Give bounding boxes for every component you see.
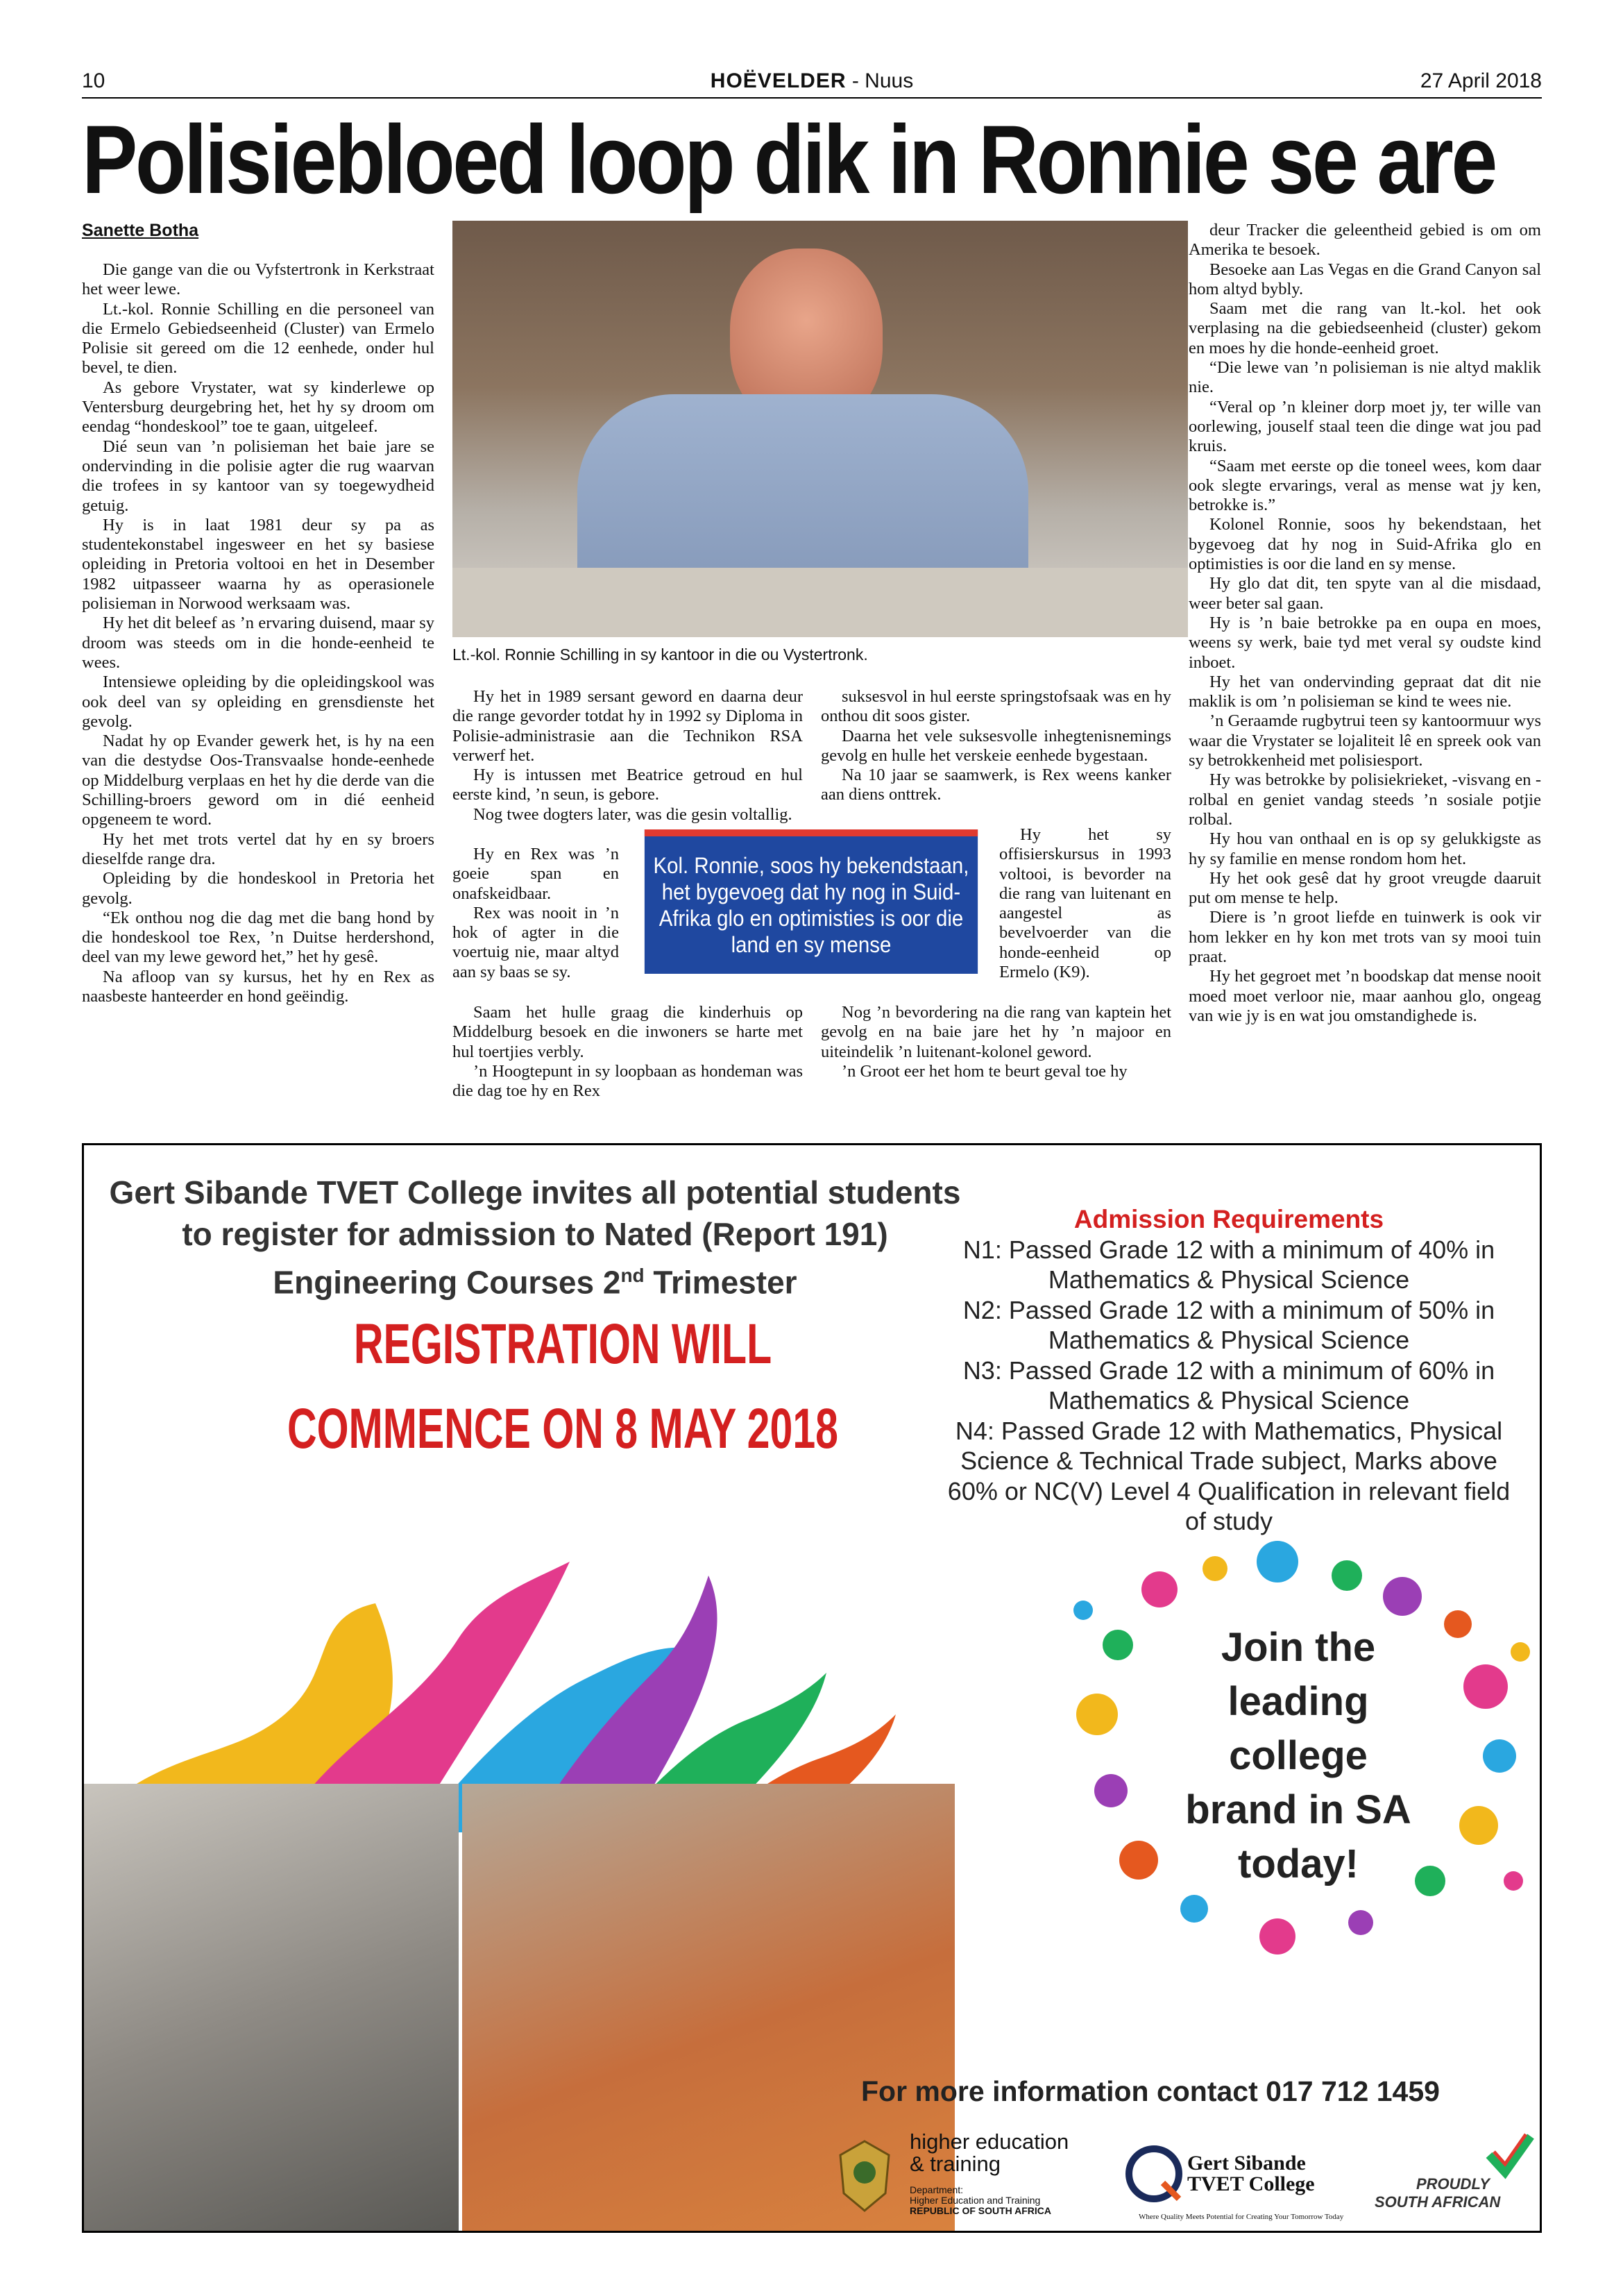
paragraph: ’n Hoogtepunt in sy loopbaan as hondeman was die dag toe hy en Rex — [452, 1061, 803, 1101]
registration-notice — [238, 1302, 887, 1471]
paragraph: Hy het ook gesê dat hy groot vreugde daaruit put om mense te help. — [1189, 868, 1541, 908]
pull-quote: Kol. Ronnie, soos hy bekendstaan, het bygevoeg dat hy nog in Suid-Afrika glo en optimisties is oor die land en sy mense — [645, 829, 978, 974]
sponsor-logos — [833, 2117, 1534, 2228]
paragraph: Na afloop van sy kursus, het hy en Rex as naasbeste hanteerder en hond geëindig. — [82, 967, 434, 1006]
paragraph: “Veral op ’n kleiner dorp moet jy, ter wille van oorlewing, jouself staal teen die dinge wat jou pad kruis. — [1189, 397, 1541, 456]
publication-name: HOËVELDER — [710, 69, 847, 92]
admission-requirements — [944, 1204, 1513, 1537]
article-column-3-bottom — [821, 1003, 1171, 1081]
article-column-4 — [1189, 221, 1541, 1026]
photo-caption: Lt.-kol. Ronnie Schilling in sy kantoor in die ou Vystertronk. — [452, 645, 868, 664]
requirements-heading: Admission Requirements — [1073, 1205, 1384, 1233]
section-name: - Nuus — [851, 69, 914, 92]
paragraph: Hy glo dat dit, ten spyte van al die misdaad, weer beter sal gaan. — [1189, 574, 1541, 613]
ad-title-text: Gert Sibande TVET College invites all potential students to register for admission to Nated (Report 191) Engineering Courses 2 — [109, 1174, 961, 1301]
dhet-department-line-2: Higher Education and Training — [910, 2195, 1041, 2206]
article-photo — [452, 221, 1188, 637]
dhet-logo — [833, 2131, 1097, 2228]
dhet-department-line-3: REPUBLIC OF SOUTH AFRICA — [910, 2205, 1052, 2216]
paragraph: Lt.-kol. Ronnie Schilling en die personeel van die Ermelo Gebiedseenheid (Cluster) van Ermelo Polisie sit gereed om die 12 eenhede, onder hul bevel, te dien. — [82, 299, 434, 378]
college-name-line-1: Gert Sibande — [1187, 2152, 1306, 2175]
article-column-3-narrow — [999, 825, 1171, 982]
paragraph: “Saam met eerste op die toneel wees, kom daar ook slegte ervarings, veral as mense wat jy ken, betrokke is.” — [1189, 456, 1541, 515]
paragraph: Daarna het vele suksesvolle inhegtenisnemings gevolg en hulle het verskeie eenhede bygestaan. — [821, 726, 1171, 765]
photo-desk — [452, 568, 1188, 637]
article-column-2-narrow — [452, 845, 619, 982]
paragraph: Nog twee dogters later, was die gesin voltallig. — [473, 804, 792, 824]
paragraph: Hy het dit beleef as ’n ervaring duisend, maar sy droom was steeds om in die honde-eenheid te wees. — [82, 614, 434, 672]
paragraph: Hy en Rex was ’n goeie span en onafskeidbaar. — [452, 845, 619, 903]
paragraph: Nadat hy op Evander gewerk het, is hy na een van die destydse Oos-Transvaalse honde-eenhede op Middelburg verplaas en het hy die derde van die Schilling-broers geword om in dié eenheid opgeneem te word. — [82, 732, 434, 829]
ad-title-end: Trimester — [644, 1264, 797, 1301]
page-header — [82, 69, 1542, 94]
paragraph: Hy het sy offisierskursus in 1993 voltooi, is bevorder na die rang van luitenant en aangestel as bevelvoerder van die honde-eenheid op Ermelo (K9). — [999, 825, 1171, 982]
article-column-1 — [82, 260, 434, 1006]
article-headline: Polisiebloed loop dik in Ronnie se are — [82, 105, 1495, 214]
article-column-3-top — [821, 687, 1171, 805]
join-line-3: college — [1229, 1733, 1368, 1778]
paragraph: ’n Geraamde rugbytrui teen sy kantoormuur wys waar die Vrystater se lojaliteit lê en spreek ook van sy betrokkenheid met polisiesport. — [1189, 711, 1541, 770]
paragraph: Diere is ’n groot liefde en tuinwerk is ook vir hom lekker en hy kon met trots van sy mooi tuin praat. — [1189, 908, 1541, 966]
paragraph: Die gange van die ou Vyfstertronk in Kerkstraat het weer lewe. — [82, 260, 434, 299]
join-line-1: Join the — [1221, 1625, 1376, 1670]
join-line-2: leading — [1227, 1679, 1369, 1724]
issue-date: 27 April 2018 — [1420, 69, 1542, 92]
publication-masthead — [82, 69, 1542, 93]
paragraph: Rex was nooit in ’n hok of agter in die voertuig nie, maar altyd aan sy baas se sy. — [452, 903, 619, 981]
ad-title-superscript: nd — [620, 1265, 645, 1286]
dhet-name — [910, 2131, 1069, 2175]
registration-line-2: COMMENCE ON 8 MAY 2018 — [287, 1397, 839, 1460]
college-name — [1187, 2153, 1315, 2195]
dhet-name-line-1: higher education — [910, 2129, 1069, 2154]
coat-of-arms-icon — [833, 2138, 896, 2214]
requirement-n1: N1: Passed Grade 12 with a minimum of 40% in Mathematics & Physical Science — [962, 1235, 1495, 1294]
college-emblem-icon — [1125, 2145, 1184, 2204]
paragraph: Hy het in 1989 sersant geword en daarna deur die range gevorder totdat hy in 1992 sy Diploma in Polisie-administrasie aan die Technikon RSA verwerf het. — [452, 687, 803, 765]
article-column-2-top — [452, 687, 803, 825]
paragraph: Hy het met trots vertel dat hy en sy broers dieselfde range dra. — [82, 829, 434, 868]
paragraph: Na 10 jaar se saamwerk, is Rex weens kanker aan diens onttrek. — [821, 766, 1171, 804]
paragraph: Saam het hulle graag die kinderhuis op Middelburg besoek en die inwoners se harte met hul toertjies verbly. — [452, 1003, 803, 1061]
header-rule — [82, 97, 1542, 99]
paragraph: suksesvol in hul eerste springstofsaak was en hy onthou dit soos gister. — [821, 687, 1171, 726]
paragraph: Hy hou van onthaal en is op sy gelukkigste as hy sy familie en mense rondom hom het. — [1189, 829, 1541, 868]
paragraph: Hy is intussen met Beatrice getroud en hul eerste kind, ’n seun, is gebore. — [452, 766, 803, 804]
contact-number: For more information contact 017 712 1459 — [861, 2075, 1440, 2107]
article-column-2-bottom — [452, 1003, 803, 1101]
gert-sibande-logo — [1125, 2131, 1347, 2228]
requirement-n3: N3: Passed Grade 12 with a minimum of 60% in Mathematics & Physical Science — [962, 1356, 1495, 1415]
paragraph: Hy is ’n baie betrokke pa en oupa en moes, weens sy werk, baie tyd met veral sy oudste kind inboet. — [1189, 613, 1541, 672]
ad-title — [105, 1172, 965, 1303]
join-college-badge — [1166, 1624, 1430, 1888]
paragraph: “Ek onthou nog die dag met die bang hond by die hondeskool toe Rex, ’n Duitse herdershond, deel van my lewe geword het,” het hy gesê. — [82, 908, 434, 967]
paragraph: ’n Groot eer het hom te beurt geval toe hy — [842, 1061, 1128, 1081]
paragraph: Besoeke aan Las Vegas en die Grand Canyon sal hom altyd bybly. — [1189, 260, 1541, 298]
dhet-department-line-1: Department: — [910, 2184, 964, 2195]
paragraph: Nog ’n bevordering na die rang van kaptein het gevolg en na baie jare het hy ’n majoor en uiteindelik ’n luitenant-kolonel geword. — [821, 1003, 1171, 1061]
paragraph: “Die lewe van ’n polisieman is nie altyd maklik nie. — [1189, 358, 1541, 397]
paragraph: deur Tracker die geleentheid gebied is om om Amerika te besoek. — [1189, 221, 1541, 260]
proudly-sa-line-2: SOUTH AFRICAN — [1375, 2193, 1501, 2211]
registration-line-1: REGISTRATION WILL — [353, 1312, 772, 1376]
proudly-sa-check-icon — [1486, 2131, 1534, 2179]
paragraph: Hy was betrokke by polisiekrieket, -visvang en -rolbal en geniet vandag steeds ’n sosiale potjie rolbal. — [1189, 770, 1541, 829]
student-photos — [84, 1784, 958, 2232]
dhet-name-line-2: & training — [910, 2152, 1001, 2176]
requirement-n4: N4: Passed Grade 12 with Mathematics, Physical Science & Technical Trade subject, Marks above 60% or NC(V) Level 4 Qualification in relevant field of study — [947, 1416, 1511, 1535]
proudly-sa-line-1: PROUDLY — [1416, 2175, 1490, 2193]
dhet-department — [910, 2185, 1051, 2216]
paragraph: Hy het van ondervinding gepraat dat dit nie maklik is om ’n polisieman se kind te wees nie. — [1189, 672, 1541, 711]
student-photo-left — [84, 1784, 459, 2232]
paragraph: Saam met die rang van lt.-kol. het ook verplasing na die gebiedseenheid (cluster) gekom en moes hy die honde-eenheid groet. — [1189, 299, 1541, 357]
college-name-line-2: TVET College — [1187, 2172, 1315, 2195]
paragraph: Intensiewe opleiding by die opleidingskool was ook deel van sy opleiding en grensdienste het gevolg. — [82, 673, 434, 731]
join-line-4: brand in SA — [1185, 1787, 1411, 1832]
requirement-n2: N2: Passed Grade 12 with a minimum of 50% in Mathematics & Physical Science — [962, 1295, 1495, 1354]
byline: Sanette Botha — [82, 221, 199, 240]
join-line-5: today! — [1238, 1841, 1359, 1886]
proudly-south-african-logo — [1375, 2131, 1541, 2228]
page-number: 10 — [82, 69, 105, 92]
paragraph: Hy is in laat 1981 deur sy pa as studentekonstabel ingesweer en het sy basiese opleiding in Pretoria voltooi en het in Desember 1982 uitpasseer waarna hy as operasionele polisieman in Norwood werksaam was. — [82, 515, 434, 614]
paragraph: Opleiding by die hondeskool in Pretoria het gevolg. — [82, 869, 434, 908]
paragraph: Hy het gegroet met ’n boodskap dat mense nooit moed moet verloor nie, maar aanhou glo, ongeag van wie jy is en wat jou omstandighede is. — [1189, 967, 1541, 1025]
college-tagline: Where Quality Meets Potential for Creating Your Tomorrow Today — [1139, 2213, 1344, 2221]
paragraph: Dié seun van ’n polisieman het baie jare se ondervinding in die polisie agter die rug waarvan die trofees in sy kantoor van sy toegewydheid getuig. — [82, 437, 434, 515]
paragraph: As gebore Vrystater, wat sy kinderlewe op Ventersburg deurgebring het, het hy sy droom om eendag “hondeskool” toe te gaan, uitgeleef. — [82, 378, 434, 437]
paragraph: Kolonel Ronnie, soos hy bekendstaan, het bygevoeg dat hy nog in Suid-Afrika glo en optimisties is oor die land en sy mense. — [1189, 515, 1541, 574]
college-advertisement — [82, 1143, 1542, 2233]
